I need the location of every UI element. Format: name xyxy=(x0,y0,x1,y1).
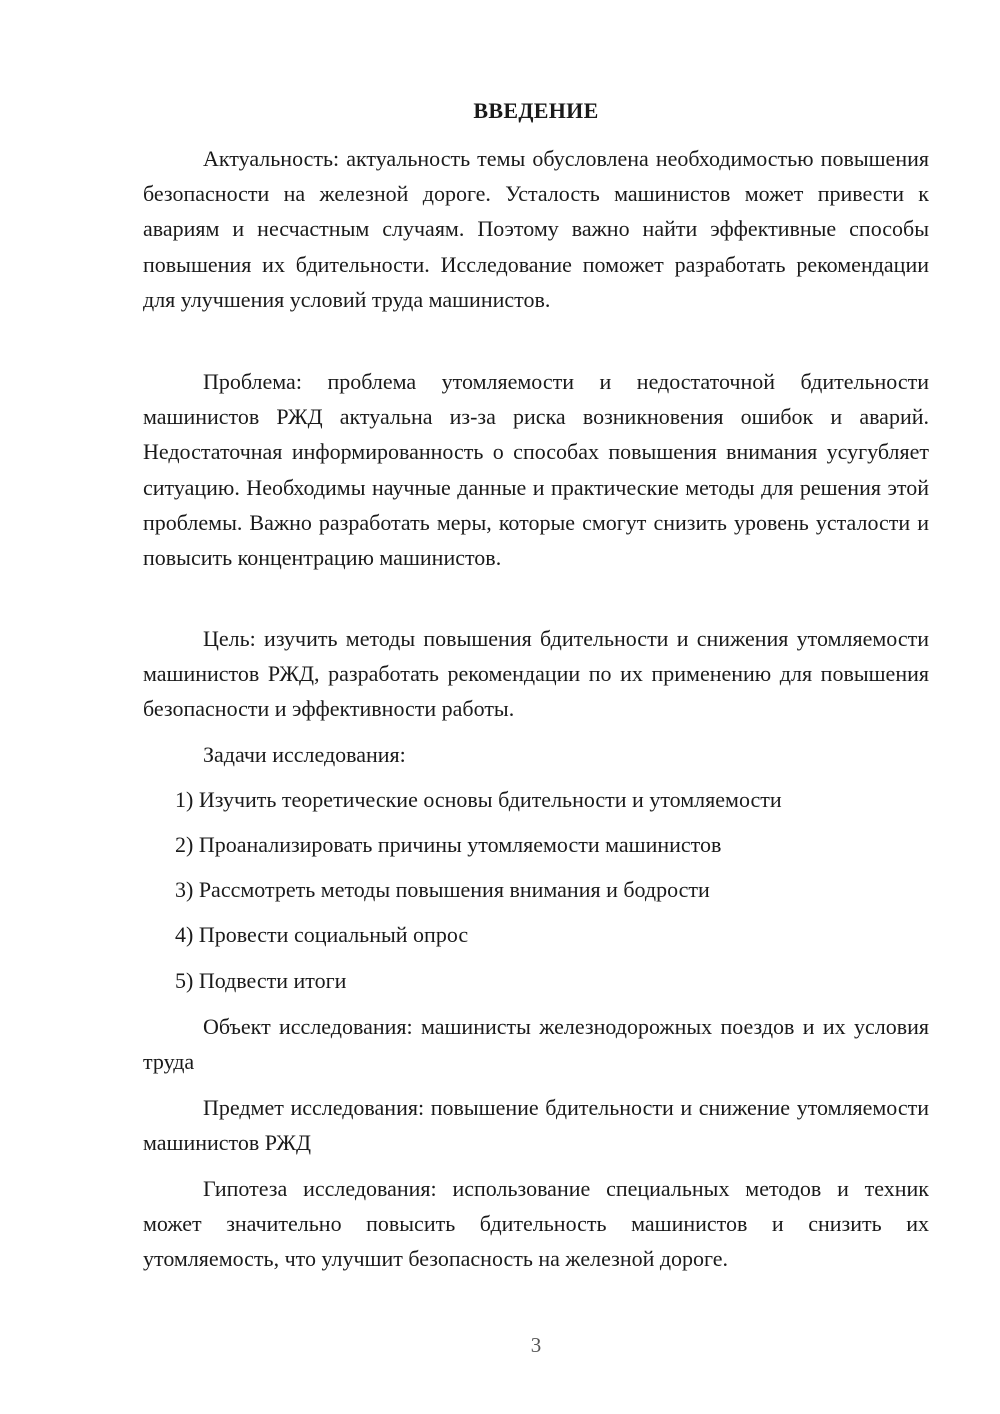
hypothesis-paragraph: Гипотеза исследования: использование специальных методов и техник может значительно повысить бдительность машинистов и снизить их утомляемость, что улучшит безопасность на железной дороге. xyxy=(143,1176,929,1272)
page-title: ВВЕДЕНИЕ xyxy=(473,98,599,123)
relevance-section xyxy=(143,141,929,317)
task-item: 1) Изучить теоретические основы бдительности и утомляемости xyxy=(175,787,782,812)
object-section xyxy=(143,1009,929,1079)
page-number: 3 xyxy=(530,1333,542,1357)
tasks-title-section xyxy=(143,737,929,772)
task-item: 4) Провести социальный опрос xyxy=(175,922,469,947)
hypothesis-section xyxy=(143,1171,929,1277)
task-item: 5) Подвести итоги xyxy=(175,968,347,993)
relevance-paragraph: Актуальность: актуальность темы обусловлена необходимостью повышения безопасности на железной дороге. Усталость машинистов может привести к авариям и несчастным случаям. Поэтому важно найти эффективные способы повышения их бдительности. Исследование поможет разработать рекомендации для улучшения условий труда машинистов. xyxy=(143,146,929,312)
task-item: 2) Проанализировать причины утомляемости машинистов xyxy=(175,832,722,857)
problem-paragraph: Проблема: проблема утомляемости и недостаточной бдительности машинистов РЖД актуальна из-за риска возникновения ошибок и аварий. Недостаточная информированность о способах повышения внимания усугубляет ситуацию. Необходимы научные данные и практические методы для решения этой проблемы. Важно разработать меры, которые смогут снизить уровень усталости и повысить концентрацию машинистов. xyxy=(143,369,929,571)
subject-section xyxy=(143,1090,929,1160)
task-item: 3) Рассмотреть методы повышения внимания и бодрости xyxy=(175,877,710,902)
problem-section xyxy=(143,364,929,575)
goal-section xyxy=(143,621,929,727)
tasks-title: Задачи исследования: xyxy=(203,742,406,767)
object-paragraph: Объект исследования: машинисты железнодорожных поездов и их условия труда xyxy=(143,1014,929,1075)
goal-paragraph: Цель: изучить методы повышения бдительности и снижения утомляемости машинистов РЖД, разработать рекомендации по их применению для повышения безопасности и эффективности работы. xyxy=(143,626,929,722)
subject-paragraph: Предмет исследования: повышение бдительности и снижение утомляемости машинистов РЖД xyxy=(143,1095,929,1156)
